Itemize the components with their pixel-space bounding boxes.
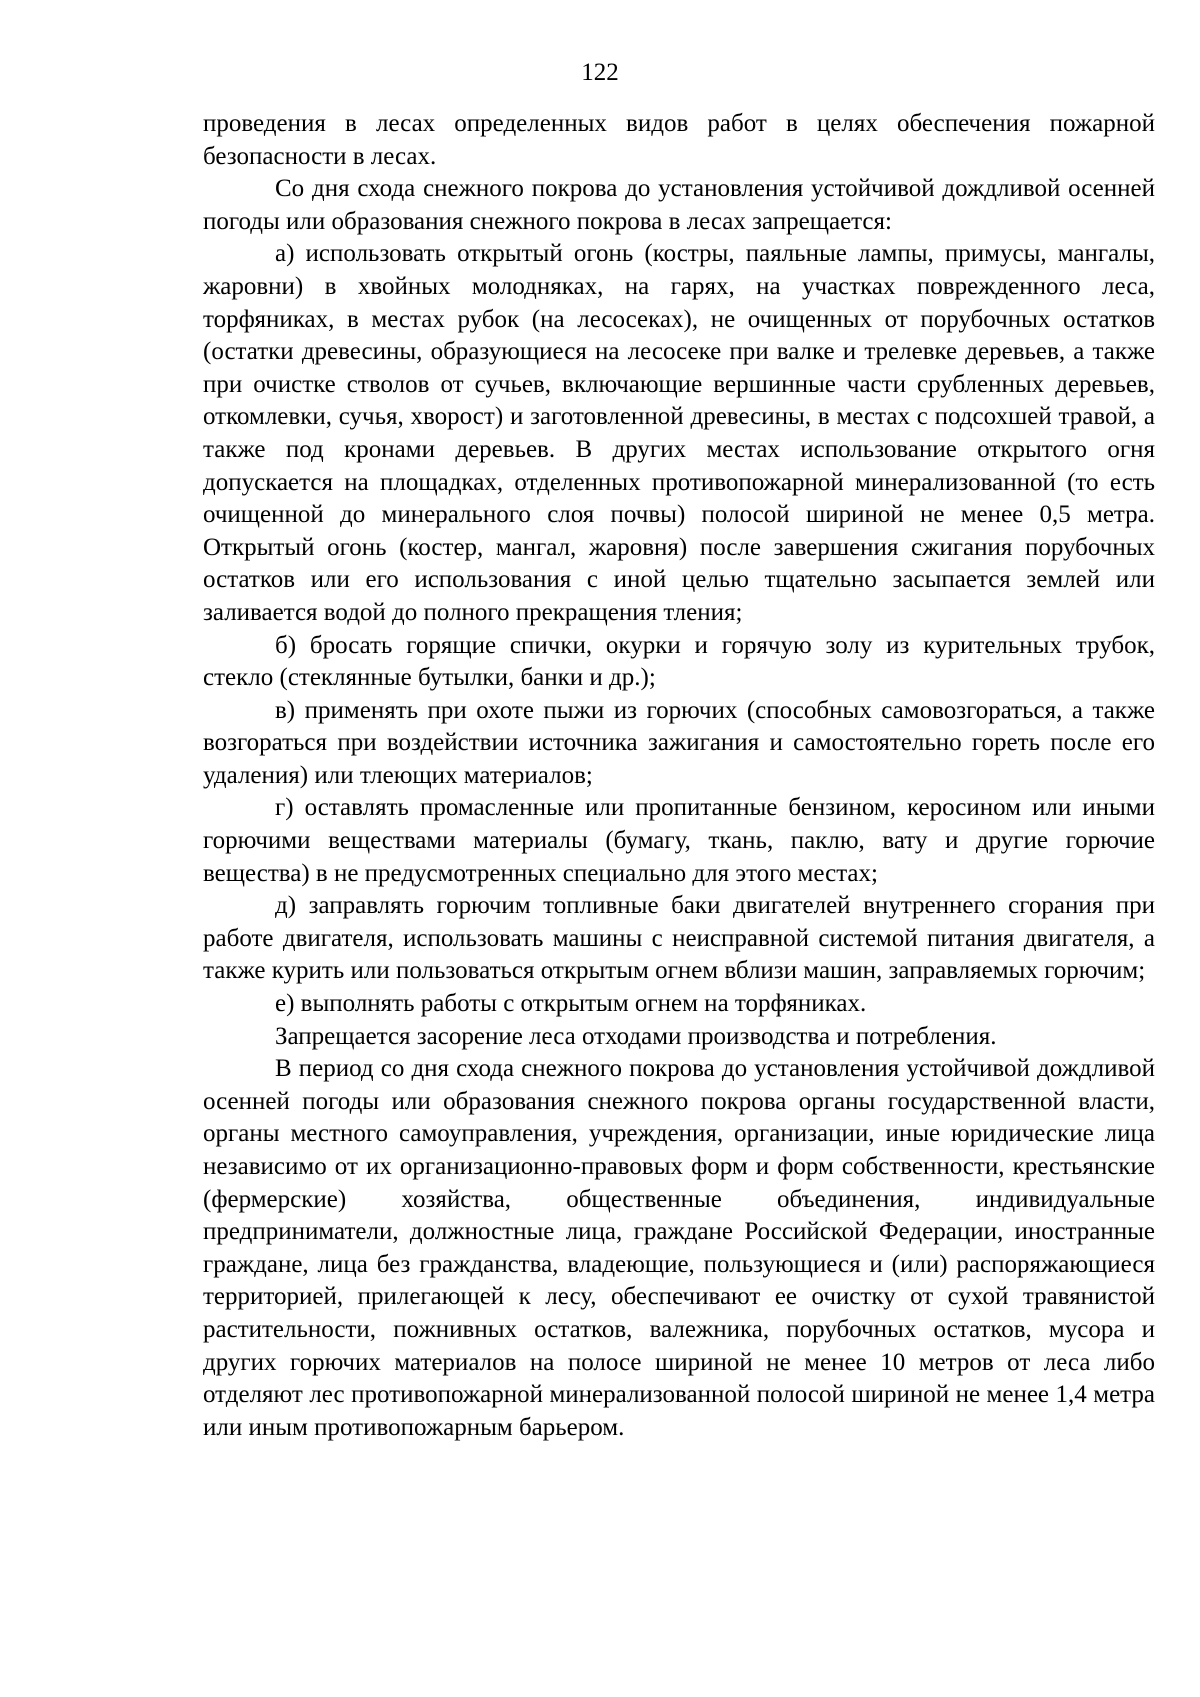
paragraph-clearing-obligation: В период со дня схода снежного покрова до установления устойчивой дождливой осенней погоды или образования снежного покрова органы государственной власти, органы местного самоуправления, учреждения, организации, иные юридические лица независимо от их организационно-правовых форм и форм собственности, крестьянские (фермерские) хозяйства, общественные объединения, индивидуальные предприниматели, должностные лица, граждане Российской Федерации, иностранные граждане, лица без гражданства, владеющие, пользующиеся и (или) распоряжающиеся территорией, прилегающей к лесу, обеспечивают ее очистку от сухой травянистой растительности, пожнивных остатков, валежника, порубочных остатков, мусора и других горючих материалов на полосе шириной не менее 10 метров от леса либо отделяют лес противопожарной минерализованной полосой шириной не менее 1,4 метра или иным противопожарным барьером. <box>203 1055 1155 1441</box>
paragraph-littering: Запрещается засорение леса отходами производства и потребления. <box>275 1022 997 1050</box>
paragraph-prohibitions-intro: Со дня схода снежного покрова до установления устойчивой дождливой осенней погоды или образования снежного покрова в лесах запрещается: <box>203 175 1155 235</box>
paragraph-item-e: е) выполнять работы с открытым огнем на торфяниках. <box>275 990 867 1018</box>
paragraph-item-b: б) бросать горящие спички, окурки и горячую золу из курительных трубок, стекло (стеклянные бутылки, банки и др.); <box>203 631 1155 692</box>
paragraph-item-v: в) применять при охоте пыжи из горючих (способных самовозгораться, а также возгораться при воздействии источника зажигания и самостоятельно гореть после его удаления) или тлеющих материалов; <box>203 696 1155 789</box>
paragraph-item-d: д) заправлять горючим топливные баки двигателей внутреннего сгорания при работе двигателя, использовать машины с неисправной системой питания двигателя, а также курить или пользоваться открытым огнем вблизи машин, заправляемых горючим; <box>203 892 1155 985</box>
paragraph-item-a: а) использовать открытый огонь (костры, паяльные лампы, примусы, мангалы, жаровни) в хвойных молодняках, на гарях, на участках поврежденного леса, торфяниках, в местах рубок (на лесосеках), не очищенных от порубочных остатков (остатки древесины, образующиеся на лесосеке при валке и трелевке деревьев, а также при очистке стволов от сучьев, включающие вершинные части срубленных деревьев, откомлевки, сучья, хворост) и заготовленной древесины, в местах с подсохшей травой, а также под кронами деревьев. В других местах использование открытого огня допускается на площадках, отделенных противопожарной минерализованной (то есть очищенной до минерального слоя почвы) полосой шириной не менее 0,5 метра. Открытый огонь (костер, мангал, жаровня) после завершения сжигания порубочных остатков или его использования с иной целью тщательно засыпается землей или заливается водой до полного прекращения тления; <box>203 240 1155 626</box>
paragraph-item-g: г) оставлять промасленные или пропитанные бензином, керосином или иными горючими веществами материалы (бумагу, ткань, паклю, вату и другие горючие вещества) в не предусмотренных специально для этого местах; <box>203 794 1155 887</box>
page-number: 122 <box>581 59 619 86</box>
paragraph-continuation: проведения в лесах определенных видов работ в целях обеспечения пожарной безопасности в лесах. <box>203 110 1155 170</box>
document-body <box>203 108 1155 1444</box>
